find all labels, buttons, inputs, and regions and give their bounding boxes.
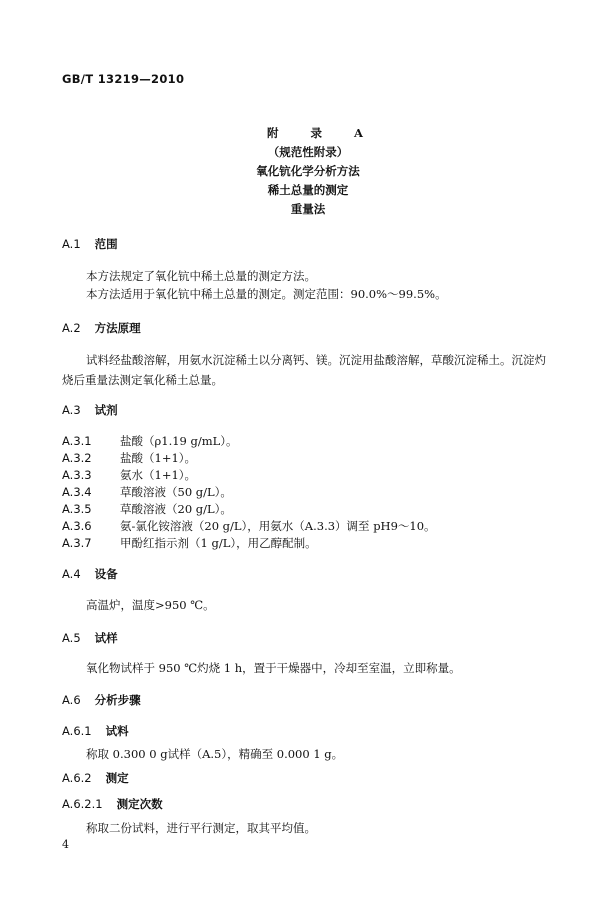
paragraph: 本方法适用于氧化钪中稀土总量的测定。测定范围：90.0%～99.5%。 [86, 287, 447, 301]
section-heading-a2 [62, 320, 141, 336]
item-number: A.3.5 [62, 502, 92, 516]
section-heading-a4 [62, 566, 118, 582]
item-text: 盐酸（1+1）。 [120, 451, 197, 465]
paragraph: 称取 0.300 0 g试样（A.5），精确至 0.000 1 g。 [86, 747, 344, 761]
section-number: A.6.2 [62, 771, 92, 785]
item-number: A.3.6 [62, 519, 92, 533]
section-title: 设备 [94, 567, 118, 581]
appendix-label [0, 124, 616, 143]
section-heading-a6 [62, 692, 141, 708]
list-item [62, 433, 238, 449]
section-number: A.2 [62, 321, 81, 335]
section-title: 试料 [105, 724, 129, 738]
section-number: A.1 [62, 237, 81, 251]
section-heading-a61 [62, 723, 129, 739]
item-text: 氨-氯化铵溶液（20 g/L），用氨水（A.3.3）调至 pH9～10。 [120, 519, 436, 533]
appendix-title-2: 稀土总量的测定 [267, 183, 349, 197]
section-number: A.6 [62, 693, 81, 707]
section-number: A.3 [62, 403, 81, 417]
item-number: A.3.2 [62, 451, 92, 465]
appendix-title-1: 氧化钪化学分析方法 [256, 164, 360, 178]
paragraph: 称取二份试料，进行平行测定，取其平均值。 [86, 821, 316, 835]
appendix-label-letter: A [354, 126, 363, 140]
list-item [62, 501, 232, 517]
item-text: 草酸溶液（20 g/L）。 [120, 502, 232, 516]
list-item [62, 484, 232, 500]
item-number: A.3.1 [62, 434, 92, 448]
section-number: A.6.2.1 [62, 797, 103, 811]
item-number: A.3.4 [62, 485, 92, 499]
item-text: 氨水（1+1）。 [120, 468, 197, 482]
section-number: A.4 [62, 567, 81, 581]
list-item [62, 450, 196, 466]
section-title: 试样 [94, 631, 118, 645]
section-title: 分析步骤 [94, 693, 141, 707]
section-number: A.5 [62, 631, 81, 645]
paragraph: 高温炉，温度>950 ℃。 [86, 598, 215, 612]
appendix-title-3: 重量法 [290, 202, 326, 216]
paragraph: 本方法规定了氧化钪中稀土总量的测定方法。 [86, 269, 316, 283]
appendix-heading [0, 124, 616, 219]
appendix-nature: （规范性附录） [267, 145, 349, 159]
item-number: A.3.7 [62, 536, 92, 550]
section-number: A.6.1 [62, 724, 92, 738]
paragraph: 氧化物试样于 950 ℃灼烧 1 h，置于干燥器中，冷却至室温，立即称量。 [86, 661, 461, 675]
section-title: 试剂 [94, 403, 118, 417]
paragraph: 试料经盐酸溶解，用氨水沉淀稀土以分离钙、镁。沉淀用盐酸溶解，草酸沉淀稀土。沉淀灼烧后重量法测定氧化稀土总量。 [62, 353, 546, 387]
section-title: 范围 [94, 237, 118, 251]
section-heading-a3 [62, 402, 118, 418]
appendix-label-cn: 附 录 [267, 126, 337, 140]
item-number: A.3.3 [62, 468, 92, 482]
section-heading-a621 [62, 796, 163, 812]
section-title: 方法原理 [94, 321, 141, 335]
list-item [62, 518, 436, 534]
list-item [62, 535, 317, 551]
section-heading-a5 [62, 630, 118, 646]
item-text: 盐酸（ρ1.19 g/mL）。 [120, 434, 238, 448]
item-text: 草酸溶液（50 g/L）。 [120, 485, 232, 499]
page-number: 4 [62, 838, 69, 851]
section-title: 测定 [105, 771, 129, 785]
section-heading-a62 [62, 770, 129, 786]
item-text: 甲酚红指示剂（1 g/L），用乙醇配制。 [120, 536, 317, 550]
standard-code: GB/T 13219—2010 [62, 72, 185, 86]
section-heading-a1 [62, 236, 118, 252]
section-title: 测定次数 [116, 797, 163, 811]
list-item [62, 467, 196, 483]
